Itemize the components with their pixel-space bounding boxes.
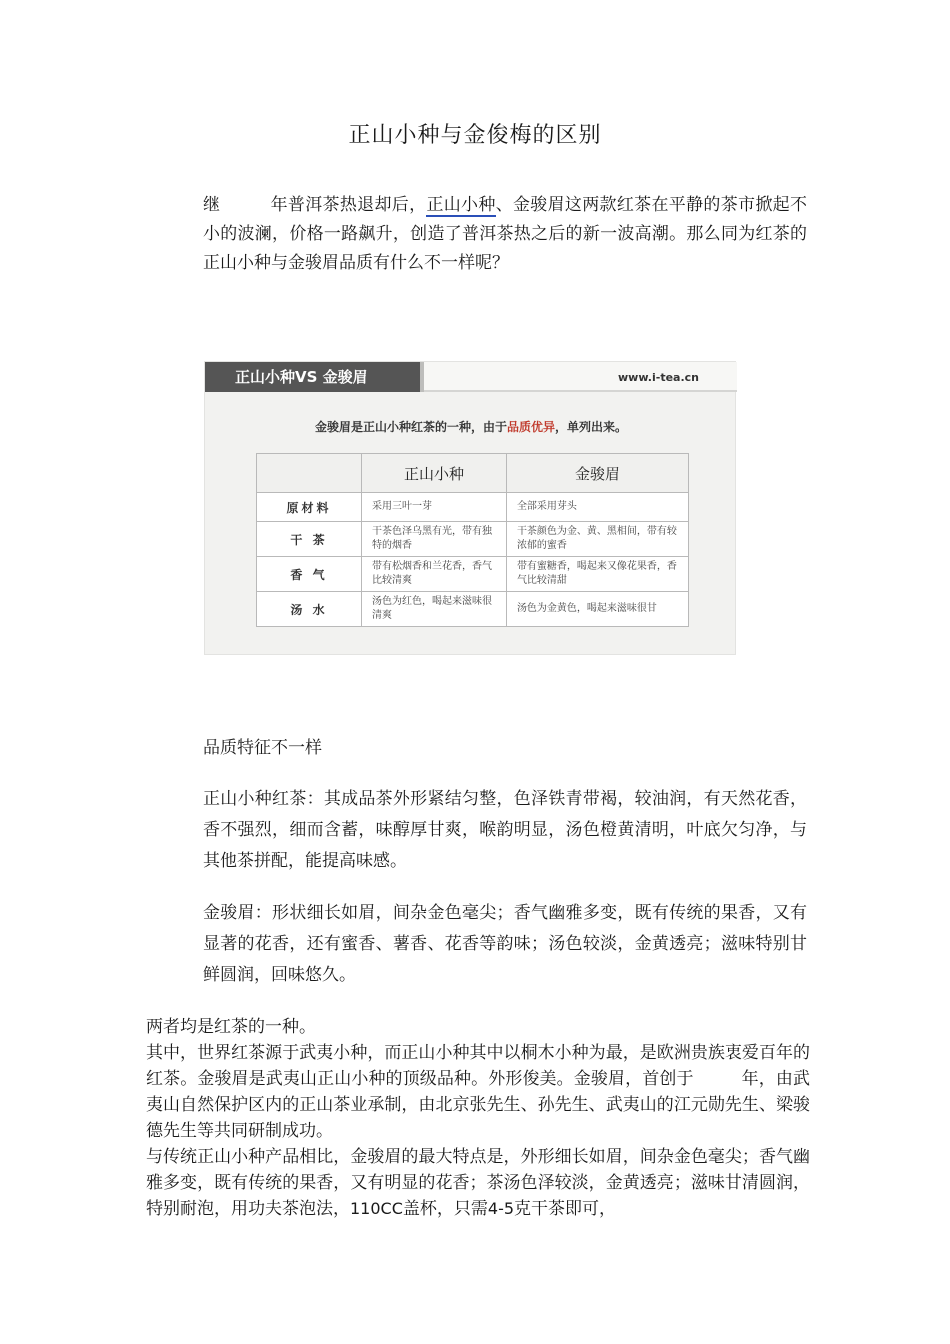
jinjunmei-description: 金骏眉：形状细长如眉，间杂金色毫尖；香气幽雅多变，既有传统的果香，又有显著的花香，还有蜜香、薯香、花香等韵味；汤色较淡，金黄透亮；滋味特别甘鲜圆润，回味悠久。 <box>203 903 807 985</box>
caption-post: ，单列出来。 <box>555 420 628 434</box>
image-site-watermark: www.i-tea.cn <box>618 371 699 384</box>
feature-text-a: 与传统正山小种产品相比，金骏眉的最大特点是，外形细长如眉，间杂金色毫尖；香气幽雅多变，既有传统的果香，又有明显的花香；茶汤色泽较淡，金黄透亮；滋味甘清圆润，特别耐泡，用功夫茶泡法， <box>146 1147 810 1219</box>
table-cell: 带有蜜糖香，喝起来又像花果香，香气比较清甜 <box>506 557 688 592</box>
table-cell: 全部采用芽头 <box>506 493 688 522</box>
row-label: 香 气 <box>257 557 362 592</box>
table-cell: 带有松烟香和兰花香，香气比较清爽 <box>362 557 507 592</box>
bottom-paragraph-2 <box>146 1040 810 1144</box>
table-cell: 汤色为金黄色，喝起来滋味很甘 <box>506 592 688 627</box>
bottom-text <box>146 1014 810 1222</box>
section-title: 品质特征不一样 <box>203 738 322 758</box>
intro-before-link: 年普洱茶热退却后， <box>270 195 427 215</box>
caption-highlight: 品质优异 <box>506 420 555 434</box>
history-text-a: 其中，世界红茶源于武夷小种，而正山小种其中以桐木小种为最，是欧洲贵族衷爱百年的红茶。金骏眉是武夷山正山小种的顶级品种。外形俊美。金骏眉，首创于 <box>146 1043 810 1089</box>
table-cell: 汤色为红色，喝起来滋味很清爽 <box>362 592 507 627</box>
intro-paragraph <box>203 191 807 278</box>
row-label: 原材料 <box>257 493 362 522</box>
bottom-line-1: 两者均是红茶的一种。 <box>146 1017 316 1037</box>
row-label: 干 茶 <box>257 522 362 557</box>
table-row <box>257 493 689 522</box>
feature-text-c: 克干茶即可， <box>514 1199 617 1219</box>
table-row <box>257 557 689 592</box>
intro-lead: 继 <box>203 195 221 215</box>
zhengshan-description: 正山小种红茶：其成品茶外形紧结匀整，色泽铁青带褐，较油润，有天然花香，香不强烈，细而含蓄，味醇厚甘爽，喉韵明显，汤色橙黄清明，叶底欠匀净，与其他茶拼配，能提高味感。 <box>203 789 807 871</box>
column-header: 金骏眉 <box>506 454 688 493</box>
bottom-paragraph-3 <box>146 1144 810 1222</box>
table-row <box>257 522 689 557</box>
page-title: 正山小种与金俊梅的区别 <box>348 123 602 148</box>
comparison-table <box>256 453 689 627</box>
table-row <box>257 592 689 627</box>
image-caption <box>205 418 737 435</box>
cup-volume: 110CC <box>350 1199 403 1218</box>
table-cell: 干茶颜色为金、黄、黑相间，带有较浓郁的蜜香 <box>506 522 688 557</box>
history-text-b: 年，由武夷山自然保护区内的正山茶业承制，由北京张先生、孙先生、武夷山的江元勋先生、梁骏德先生等共同研制成功。 <box>146 1069 811 1141</box>
row-label: 汤 水 <box>257 592 362 627</box>
zhengshan-link[interactable]: 正山小种 <box>426 195 496 215</box>
table-cell: 采用三叶一芽 <box>362 493 507 522</box>
comparison-image <box>204 361 736 655</box>
image-header-title: 正山小种VS 金骏眉 <box>205 362 420 392</box>
column-header: 正山小种 <box>362 454 507 493</box>
feature-text-b: 盖杯，只需 <box>402 1199 488 1219</box>
intro-after-link: 、金骏眉这两款红茶在平静的茶市掀起不小的波澜，价格一路飙升，创造了普洱茶热之后的新一波高潮。那么同为红茶的正山小种与金骏眉品质有什么不一样呢？ <box>203 195 807 273</box>
table-header-row <box>257 454 689 493</box>
image-header-divider <box>420 362 424 392</box>
table-corner-cell <box>257 454 362 493</box>
table-cell: 干茶色泽乌黑有光，带有独特的烟香 <box>362 522 507 557</box>
caption-pre: 金骏眉是正山小种红茶的一种，由于 <box>314 420 507 434</box>
tea-weight: 4-5 <box>487 1199 515 1218</box>
